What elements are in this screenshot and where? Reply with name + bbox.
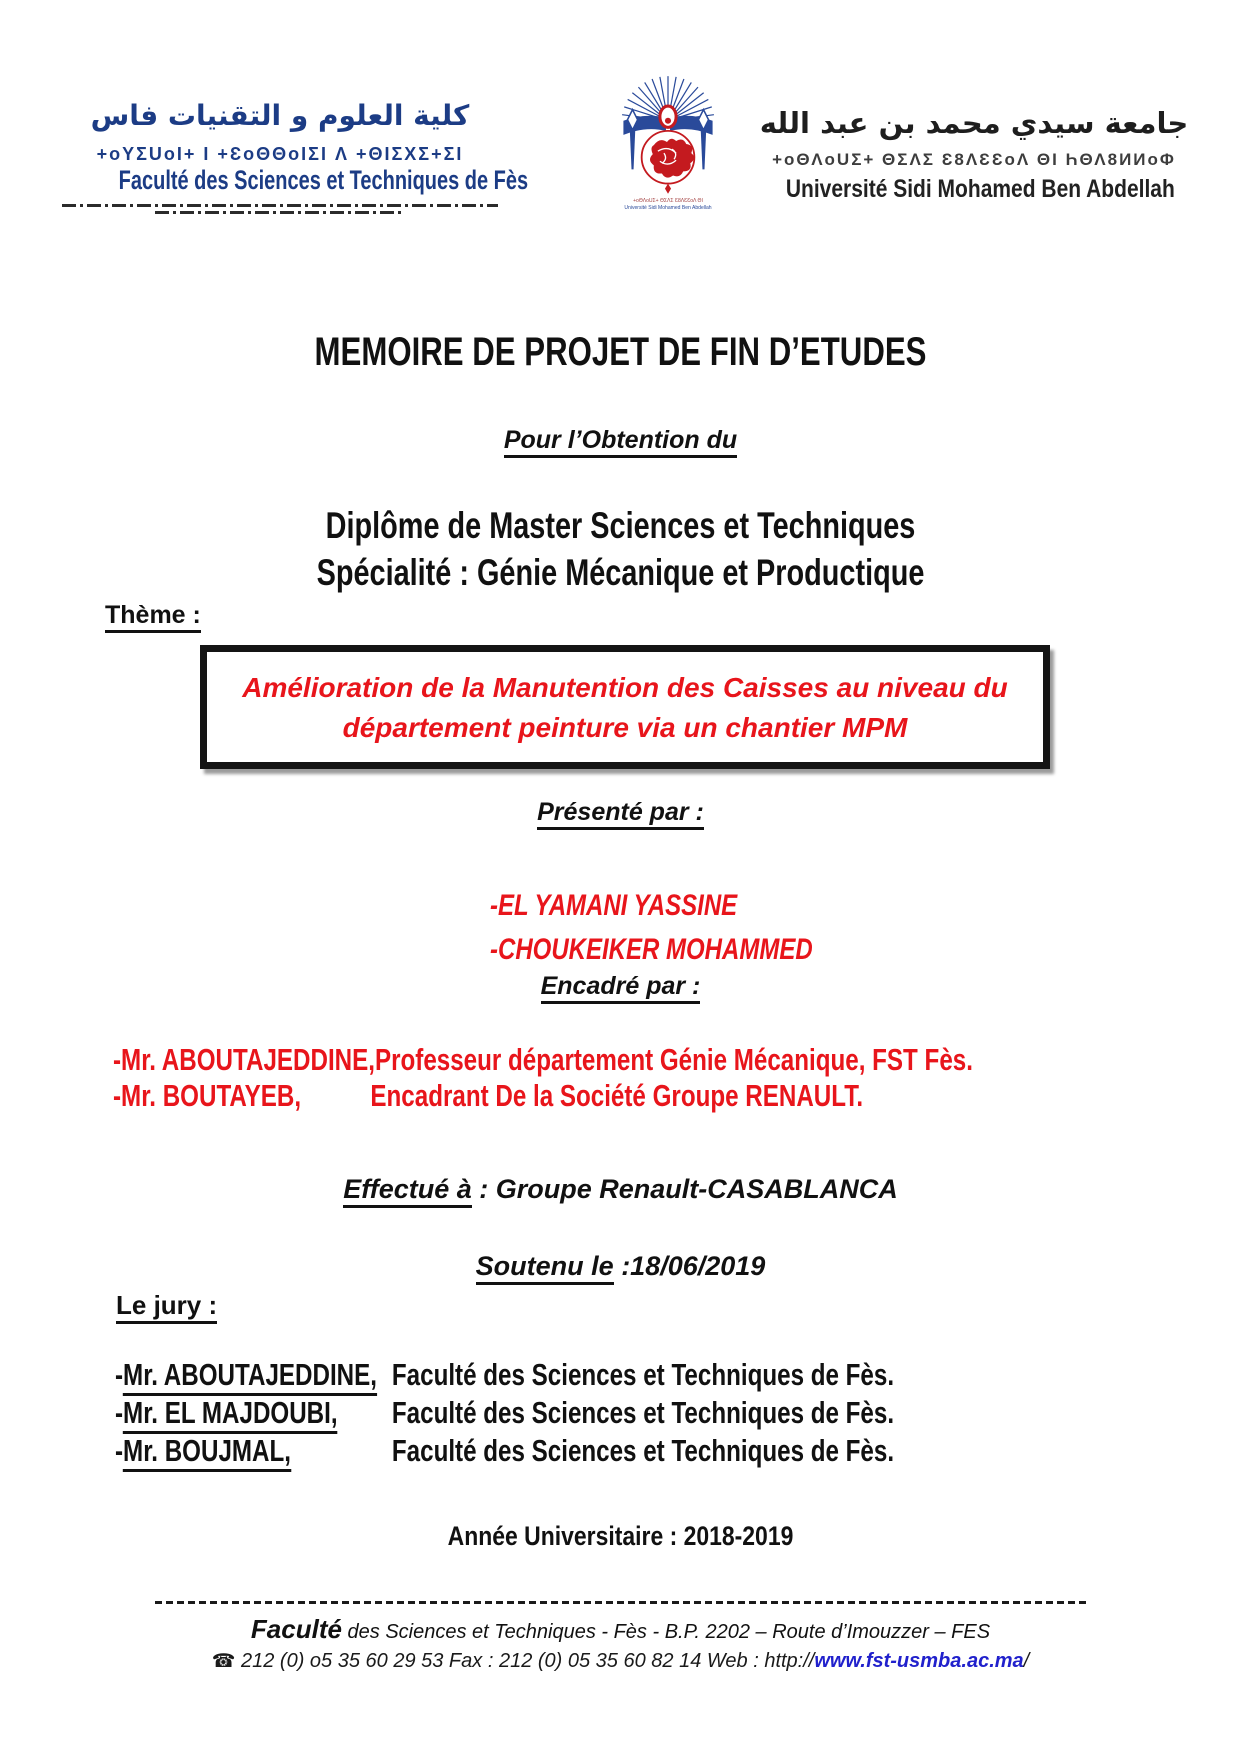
performed-at-value: : Groupe Renault-CASABLANCA: [471, 1174, 898, 1204]
university-name-french: Université Sidi Mohamed Ben Abdellah: [785, 175, 1175, 203]
jury-dash: -: [115, 1357, 124, 1392]
student-name: -CHOUKEIKER MOHAMMED: [490, 933, 813, 966]
supervised-by-wrap: [0, 972, 1241, 1001]
footer-faculty-word: Faculté: [250, 1614, 342, 1644]
jury-row: [115, 1394, 1051, 1432]
footer-link-suffix: /: [1023, 1650, 1030, 1672]
student-list: [490, 884, 813, 972]
footer-divider: [155, 1601, 1087, 1604]
document-title: MEMOIRE DE PROJET DE FIN D’ETUDES: [314, 330, 927, 374]
jury-row: [115, 1432, 1051, 1470]
university-logo: [615, 64, 721, 216]
jury-row: [115, 1356, 1051, 1394]
university-name-tifinagh: +oΘΛoUΣ+ ΘΣΛΣ Ɛ8ΛƐƐoΛ ΘI ҺΘΛ8ИИoΦ: [772, 150, 1176, 169]
supervisor-role: Professeur département Génie Mécanique, FST Fès.: [374, 1042, 973, 1077]
presented-by-wrap: [0, 798, 1241, 827]
performed-at-line: [0, 1174, 1241, 1205]
jury-member-name: Mr. ABOUTAJEDDINE,: [123, 1357, 377, 1396]
obtention-line: [0, 426, 1241, 455]
supervisor-name: -Mr. ABOUTAJEDDINE,: [113, 1042, 375, 1077]
jury-member-name: Mr. BOUJMAL,: [123, 1433, 291, 1472]
footer-phone-fax: 212 (0) o5 35 60 29 53 Fax : 212 (0) 05 35 60 82 14 Web : http://: [235, 1650, 815, 1672]
footer-contact-line: [0, 1650, 1241, 1673]
supervisor-role: Encadrant De la Société Groupe RENAULT.: [370, 1078, 864, 1113]
header-dash-divider: [62, 204, 498, 207]
logo-pendant: [665, 184, 671, 194]
obtention-text: Pour l’Obtention du: [504, 426, 737, 458]
degree-speciality: Spécialité : Génie Mécanique et Productique: [316, 552, 925, 593]
supervisor-row: [113, 1078, 1049, 1114]
theme-label: Thème :: [105, 601, 201, 633]
jury-label-wrap: [116, 1290, 217, 1321]
student-name: -EL YAMANI YASSINE: [490, 889, 738, 922]
jury-dash: -: [115, 1433, 124, 1468]
supervisor-list: [113, 1042, 1049, 1114]
theme-title-line1: Amélioration de la Manutention des Caisses au niveau du: [242, 672, 1008, 703]
presented-by-label: Présenté par :: [537, 798, 704, 830]
logo-caption-french: Université Sidi Mohamed Ben Abdellah: [624, 204, 712, 211]
logo-center-emblem: [660, 106, 676, 127]
logo-torch-left: [625, 110, 639, 170]
theme-title-line2: département peinture via un chantier MPM: [342, 712, 908, 743]
logo-caption-tifinagh: +oΘΛoUΣ+ ΘΣΛΣ Ɛ8ΛƐƐoΛ ΘI: [633, 197, 703, 204]
defended-on-date: :18/06/2019: [613, 1251, 766, 1281]
faculty-name-arabic: كلية العلوم و التقنيات فاس: [90, 99, 470, 132]
supervisor-name: -Mr. BOUTAYEB,: [113, 1078, 302, 1113]
academic-year: Année Universitaire : 2018-2019: [447, 1521, 794, 1551]
logo-torch-right: [696, 110, 710, 170]
faculty-name-tifinagh: +oYΣUoI+ I +ƐoΘΘoIΣI Λ +ΘIΣΧΣ+ΣI: [96, 144, 464, 164]
footer-address: des Sciences et Techniques - Fès - B.P. 2202 – Route d’Imouzzer – FES: [341, 1621, 991, 1643]
supervised-by-label: Encadré par :: [541, 972, 701, 1004]
theme-label-wrap: [105, 601, 201, 630]
jury-member-affiliation: Faculté des Sciences et Techniques de Fès.: [391, 1357, 895, 1392]
website-link[interactable]: www.fst-usmba.ac.ma: [814, 1650, 1024, 1672]
supervisor-row: [113, 1042, 1049, 1078]
jury-member-affiliation: Faculté des Sciences et Techniques de Fès.: [391, 1395, 895, 1430]
degree-title: Diplôme de Master Sciences et Techniques: [325, 505, 916, 546]
jury-member-affiliation: Faculté des Sciences et Techniques de Fès.: [391, 1433, 895, 1468]
jury-dash: -: [115, 1395, 124, 1430]
header-right-institution: [750, 106, 1198, 203]
header-left-institution: [62, 99, 529, 214]
header-dash-divider-short: [155, 211, 405, 214]
faculty-name-french: Faculté des Sciences et Techniques de Fès: [118, 165, 529, 195]
defended-on-line: [0, 1251, 1241, 1282]
defended-on-label: Soutenu le: [476, 1251, 614, 1285]
performed-at-label: Effectué à: [343, 1174, 472, 1208]
jury-label: Le jury :: [116, 1290, 217, 1324]
theme-title-box: [200, 645, 1050, 769]
footer-address-line: [0, 1614, 1241, 1645]
jury-list: [115, 1356, 1051, 1470]
degree-block: [137, 502, 1105, 596]
jury-member-name: Mr. EL MAJDOUBI,: [123, 1395, 338, 1434]
university-name-arabic: جامعة سيدي محمد بن عبد الله: [759, 106, 1189, 140]
phone-icon: ☎: [211, 1651, 236, 1672]
